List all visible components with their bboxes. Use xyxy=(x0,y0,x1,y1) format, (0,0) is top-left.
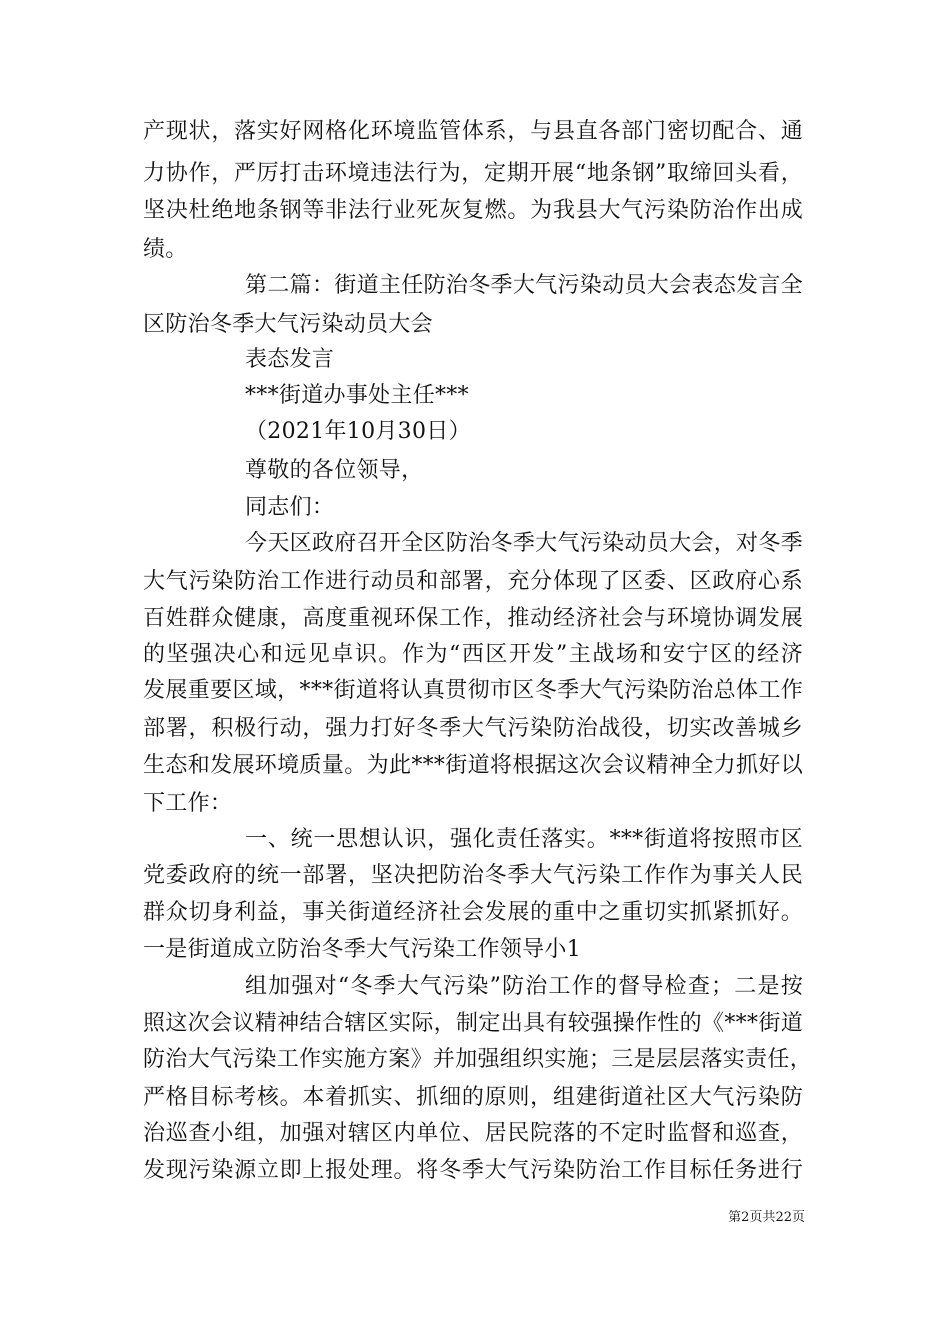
paragraph-line: 力协作，严厉打击环境违法行为，定期开展“地条钢”取缔回头看， xyxy=(143,161,803,186)
paragraph-line: 群众切身利益，事关街道经济社会发展的重中之重切实抓紧抓好。 xyxy=(143,900,803,925)
paragraph-line: 产现状，落实好网格化环境监管体系，与县直各部门密切配合、通 xyxy=(143,119,803,144)
paragraph-line: 下工作： xyxy=(143,791,233,816)
paragraph-line: 发展重要区域，***街道将认真贯彻市区冬季大气污染防治总体工作 xyxy=(143,678,803,703)
paragraph-line: 党委政府的统一部署，坚决把防治冬季大气污染工作作为事关人民 xyxy=(143,863,803,888)
paragraph-line: 的坚强决心和远见卓识。作为“西区开发”主战场和安宁区的经济 xyxy=(143,642,803,667)
paragraph-line: 百姓群众健康，高度重视环保工作，推动经济社会与环境协调发展 xyxy=(143,606,803,631)
paragraph-line: 治巡查小组，加强对辖区内单位、居民院落的不定时监督和巡查， xyxy=(143,1121,803,1146)
paragraph-line: 防治大气污染工作实施方案》并加强组织实施；三是层层落实责任， xyxy=(143,1047,813,1072)
paragraph-line: 大气污染防治工作进行动员和部署，充分体现了区委、区政府心系 xyxy=(143,569,803,594)
paragraph-line: 组加强对“冬季大气污染”防治工作的督导检查；二是按 xyxy=(245,974,803,999)
paragraph-line: 照这次会议精神结合辖区实际，制定出具有较强操作性的《***街道 xyxy=(143,1011,803,1036)
salutation: 尊敬的各位领导， xyxy=(245,458,424,483)
paragraph-line: 今天区政府召开全区防治冬季大气污染动员大会，对冬季 xyxy=(245,531,803,556)
section-heading: 区防治冬季大气污染动员大会 xyxy=(143,312,433,337)
paragraph-line: 绩。 xyxy=(143,237,188,262)
paragraph-line: 严格目标考核。本着抓实、抓细的原则，组建街道社区大气污染防 xyxy=(143,1085,803,1110)
speech-title: 表态发言 xyxy=(245,347,335,372)
page-number: 第2页共22页 xyxy=(728,1210,805,1225)
paragraph-line: 发现污染源立即上报处理。将冬季大气污染防治工作目标任务进行 xyxy=(143,1158,803,1183)
paragraph-line: 一、统一思想认识，强化责任落实。***街道将按照市区 xyxy=(245,827,803,852)
paragraph-line: 一是街道成立防治冬季大气污染工作领导小1 xyxy=(143,937,581,962)
date-line: （2021年10月30日） xyxy=(245,419,471,444)
paragraph-line: 生态和发展环境质量。为此***街道将根据这次会议精神全力抓好以 xyxy=(143,753,803,778)
paragraph-line: 部署，积极行动，强力打好冬季大气污染防治战役，切实改善城乡 xyxy=(143,716,803,741)
speaker-line: ***街道办事处主任*** xyxy=(245,383,469,408)
section-heading: 第二篇：街道主任防治冬季大气污染动员大会表态发言全 xyxy=(245,273,803,298)
paragraph-line: 坚决杜绝地条钢等非法行业死灰复燃。为我县大气污染防治作出成 xyxy=(143,198,803,223)
salutation: 同志们： xyxy=(245,495,335,520)
